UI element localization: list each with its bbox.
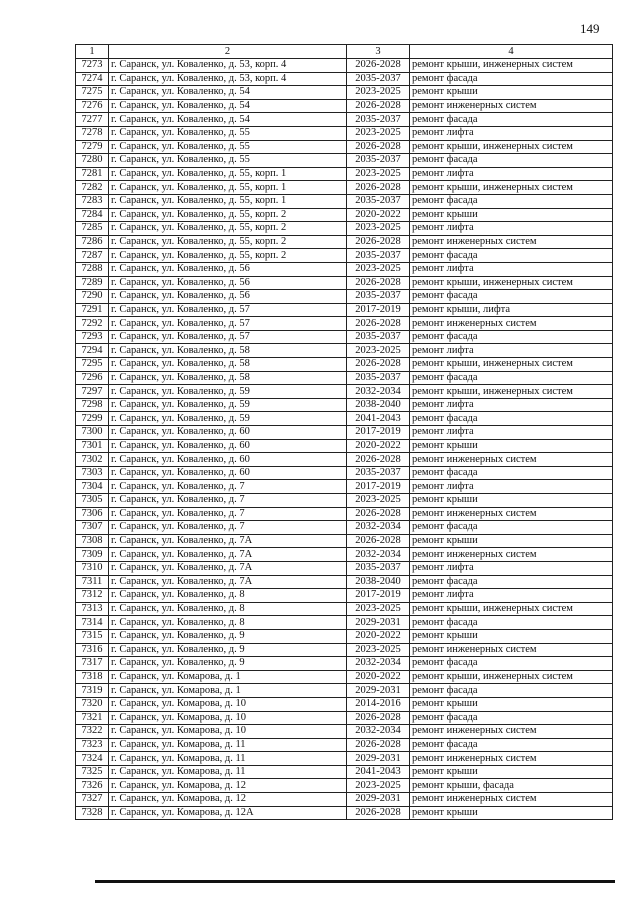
address-cell: г. Саранск, ул. Комарова, д. 10	[109, 725, 347, 739]
work-type-cell: ремонт крыши	[410, 439, 613, 453]
work-type-cell: ремонт инженерных систем	[410, 453, 613, 467]
row-number-cell: 7281	[76, 167, 109, 181]
period-cell: 2023-2025	[347, 222, 410, 236]
table-row	[76, 548, 613, 562]
period-cell: 2017-2019	[347, 480, 410, 494]
row-number-cell: 7280	[76, 154, 109, 168]
row-number-cell: 7301	[76, 439, 109, 453]
table-row	[76, 222, 613, 236]
period-cell: 2026-2028	[347, 711, 410, 725]
table-row	[76, 113, 613, 127]
work-type-cell: ремонт крыши, инженерных систем	[410, 140, 613, 154]
work-type-cell: ремонт фасада	[410, 657, 613, 671]
period-cell: 2041-2043	[347, 765, 410, 779]
address-cell: г. Саранск, ул. Коваленко, д. 8	[109, 602, 347, 616]
period-cell: 2023-2025	[347, 643, 410, 657]
row-number-cell: 7304	[76, 480, 109, 494]
table-row	[76, 194, 613, 208]
work-type-cell: ремонт лифта	[410, 398, 613, 412]
period-cell: 2035-2037	[347, 72, 410, 86]
address-cell: г. Саранск, ул. Коваленко, д. 60	[109, 426, 347, 440]
address-cell: г. Саранск, ул. Комарова, д. 1	[109, 670, 347, 684]
period-cell: 2017-2019	[347, 589, 410, 603]
work-type-cell: ремонт крыши	[410, 765, 613, 779]
work-type-cell: ремонт лифта	[410, 426, 613, 440]
table-row	[76, 208, 613, 222]
period-cell: 2017-2019	[347, 426, 410, 440]
address-cell: г. Саранск, ул. Коваленко, д. 57	[109, 303, 347, 317]
table-row	[76, 616, 613, 630]
period-cell: 2032-2034	[347, 385, 410, 399]
row-number-cell: 7327	[76, 793, 109, 807]
row-number-cell: 7320	[76, 697, 109, 711]
address-cell: г. Саранск, ул. Коваленко, д. 54	[109, 86, 347, 100]
address-cell: г. Саранск, ул. Коваленко, д. 7	[109, 480, 347, 494]
table-row	[76, 385, 613, 399]
row-number-cell: 7325	[76, 765, 109, 779]
period-cell: 2026-2028	[347, 738, 410, 752]
work-type-cell: ремонт крыши, лифта	[410, 303, 613, 317]
period-cell: 2026-2028	[347, 235, 410, 249]
address-cell: г. Саранск, ул. Коваленко, д. 59	[109, 398, 347, 412]
address-cell: г. Саранск, ул. Коваленко, д. 55, корп. 1	[109, 194, 347, 208]
row-number-cell: 7324	[76, 752, 109, 766]
work-type-cell: ремонт крыши	[410, 494, 613, 508]
row-number-cell: 7286	[76, 235, 109, 249]
table-row	[76, 657, 613, 671]
period-cell: 2026-2028	[347, 534, 410, 548]
row-number-cell: 7295	[76, 358, 109, 372]
table-row	[76, 575, 613, 589]
work-type-cell: ремонт крыши, инженерных систем	[410, 385, 613, 399]
period-cell: 2026-2028	[347, 317, 410, 331]
table-row	[76, 494, 613, 508]
address-cell: г. Саранск, ул. Коваленко, д. 55, корп. 1	[109, 167, 347, 181]
period-cell: 2035-2037	[347, 466, 410, 480]
row-number-cell: 7288	[76, 262, 109, 276]
address-cell: г. Саранск, ул. Коваленко, д. 55, корп. 2	[109, 208, 347, 222]
period-cell: 2023-2025	[347, 126, 410, 140]
table-row	[76, 249, 613, 263]
work-type-cell: ремонт фасада	[410, 290, 613, 304]
table-row	[76, 466, 613, 480]
work-type-cell: ремонт фасада	[410, 330, 613, 344]
address-cell: г. Саранск, ул. Коваленко, д. 7А	[109, 561, 347, 575]
period-cell: 2035-2037	[347, 371, 410, 385]
table-body	[76, 59, 613, 820]
work-type-cell: ремонт инженерных систем	[410, 752, 613, 766]
work-type-cell: ремонт лифта	[410, 589, 613, 603]
column-header-address: 2	[109, 45, 347, 59]
row-number-cell: 7316	[76, 643, 109, 657]
table-row	[76, 738, 613, 752]
work-type-cell: ремонт фасада	[410, 154, 613, 168]
table-row	[76, 126, 613, 140]
work-type-cell: ремонт лифта	[410, 167, 613, 181]
table-row	[76, 697, 613, 711]
address-cell: г. Саранск, ул. Коваленко, д. 56	[109, 262, 347, 276]
address-cell: г. Саранск, ул. Коваленко, д. 7	[109, 521, 347, 535]
period-cell: 2032-2034	[347, 657, 410, 671]
table-row	[76, 344, 613, 358]
period-cell: 2023-2025	[347, 344, 410, 358]
period-cell: 2035-2037	[347, 290, 410, 304]
address-cell: г. Саранск, ул. Коваленко, д. 54	[109, 113, 347, 127]
table-row	[76, 534, 613, 548]
address-cell: г. Саранск, ул. Комарова, д. 11	[109, 765, 347, 779]
table-row	[76, 507, 613, 521]
row-number-cell: 7305	[76, 494, 109, 508]
work-type-cell: ремонт фасада	[410, 711, 613, 725]
table-row	[76, 711, 613, 725]
work-type-cell: ремонт фасада	[410, 466, 613, 480]
address-cell: г. Саранск, ул. Коваленко, д. 55, корп. 2	[109, 235, 347, 249]
period-cell: 2020-2022	[347, 670, 410, 684]
row-number-cell: 7273	[76, 59, 109, 73]
period-cell: 2035-2037	[347, 561, 410, 575]
row-number-cell: 7297	[76, 385, 109, 399]
table-row	[76, 59, 613, 73]
work-type-cell: ремонт крыши	[410, 806, 613, 820]
period-cell: 2038-2040	[347, 575, 410, 589]
work-type-cell: ремонт фасада	[410, 194, 613, 208]
period-cell: 2029-2031	[347, 616, 410, 630]
work-type-cell: ремонт инженерных систем	[410, 643, 613, 657]
row-number-cell: 7315	[76, 629, 109, 643]
row-number-cell: 7328	[76, 806, 109, 820]
period-cell: 2026-2028	[347, 59, 410, 73]
address-cell: г. Саранск, ул. Коваленко, д. 7А	[109, 575, 347, 589]
row-number-cell: 7319	[76, 684, 109, 698]
row-number-cell: 7311	[76, 575, 109, 589]
period-cell: 2026-2028	[347, 453, 410, 467]
table-row	[76, 235, 613, 249]
row-number-cell: 7278	[76, 126, 109, 140]
address-cell: г. Саранск, ул. Коваленко, д. 9	[109, 657, 347, 671]
row-number-cell: 7294	[76, 344, 109, 358]
row-number-cell: 7317	[76, 657, 109, 671]
row-number-cell: 7322	[76, 725, 109, 739]
repair-schedule-table	[75, 44, 613, 820]
period-cell: 2035-2037	[347, 154, 410, 168]
work-type-cell: ремонт лифта	[410, 126, 613, 140]
row-number-cell: 7303	[76, 466, 109, 480]
work-type-cell: ремонт инженерных систем	[410, 725, 613, 739]
table-row	[76, 629, 613, 643]
period-cell: 2041-2043	[347, 412, 410, 426]
work-type-cell: ремонт крыши, инженерных систем	[410, 358, 613, 372]
period-cell: 2035-2037	[347, 194, 410, 208]
row-number-cell: 7285	[76, 222, 109, 236]
table-row	[76, 561, 613, 575]
row-number-cell: 7302	[76, 453, 109, 467]
row-number-cell: 7279	[76, 140, 109, 154]
address-cell: г. Саранск, ул. Комарова, д. 10	[109, 697, 347, 711]
address-cell: г. Саранск, ул. Коваленко, д. 58	[109, 344, 347, 358]
table-row	[76, 643, 613, 657]
work-type-cell: ремонт крыши	[410, 534, 613, 548]
address-cell: г. Саранск, ул. Коваленко, д. 54	[109, 99, 347, 113]
work-type-cell: ремонт фасада	[410, 412, 613, 426]
address-cell: г. Саранск, ул. Коваленко, д. 55	[109, 140, 347, 154]
work-type-cell: ремонт инженерных систем	[410, 507, 613, 521]
table-row	[76, 412, 613, 426]
address-cell: г. Саранск, ул. Коваленко, д. 9	[109, 643, 347, 657]
column-header-work-type: 4	[410, 45, 613, 59]
period-cell: 2029-2031	[347, 752, 410, 766]
work-type-cell: ремонт крыши	[410, 208, 613, 222]
address-cell: г. Саранск, ул. Коваленко, д. 57	[109, 330, 347, 344]
address-cell: г. Саранск, ул. Коваленко, д. 60	[109, 439, 347, 453]
row-number-cell: 7296	[76, 371, 109, 385]
table-row	[76, 589, 613, 603]
period-cell: 2026-2028	[347, 358, 410, 372]
row-number-cell: 7323	[76, 738, 109, 752]
table-row	[76, 765, 613, 779]
row-number-cell: 7287	[76, 249, 109, 263]
work-type-cell: ремонт крыши, инженерных систем	[410, 181, 613, 195]
address-cell: г. Саранск, ул. Коваленко, д. 57	[109, 317, 347, 331]
work-type-cell: ремонт фасада	[410, 371, 613, 385]
address-cell: г. Саранск, ул. Коваленко, д. 8	[109, 589, 347, 603]
table-row	[76, 371, 613, 385]
work-type-cell: ремонт инженерных систем	[410, 99, 613, 113]
table-row	[76, 262, 613, 276]
period-cell: 2023-2025	[347, 779, 410, 793]
period-cell: 2035-2037	[347, 249, 410, 263]
table-row	[76, 670, 613, 684]
row-number-cell: 7306	[76, 507, 109, 521]
period-cell: 2029-2031	[347, 684, 410, 698]
work-type-cell: ремонт инженерных систем	[410, 548, 613, 562]
work-type-cell: ремонт крыши, инженерных систем	[410, 276, 613, 290]
row-number-cell: 7310	[76, 561, 109, 575]
column-header-period: 3	[347, 45, 410, 59]
period-cell: 2014-2016	[347, 697, 410, 711]
address-cell: г. Саранск, ул. Коваленко, д. 56	[109, 276, 347, 290]
table-row	[76, 806, 613, 820]
work-type-cell: ремонт фасада	[410, 72, 613, 86]
row-number-cell: 7274	[76, 72, 109, 86]
address-cell: г. Саранск, ул. Комарова, д. 11	[109, 752, 347, 766]
period-cell: 2023-2025	[347, 494, 410, 508]
work-type-cell: ремонт крыши, инженерных систем	[410, 670, 613, 684]
row-number-cell: 7307	[76, 521, 109, 535]
address-cell: г. Саранск, ул. Коваленко, д. 55, корп. 1	[109, 181, 347, 195]
period-cell: 2032-2034	[347, 521, 410, 535]
work-type-cell: ремонт крыши	[410, 86, 613, 100]
table-row	[76, 426, 613, 440]
table-row	[76, 752, 613, 766]
period-cell: 2026-2028	[347, 806, 410, 820]
period-cell: 2020-2022	[347, 439, 410, 453]
address-cell: г. Саранск, ул. Коваленко, д. 53, корп. 4	[109, 59, 347, 73]
address-cell: г. Саранск, ул. Комарова, д. 10	[109, 711, 347, 725]
period-cell: 2026-2028	[347, 140, 410, 154]
address-cell: г. Саранск, ул. Коваленко, д. 7А	[109, 548, 347, 562]
address-cell: г. Саранск, ул. Коваленко, д. 59	[109, 385, 347, 399]
page-number: 149	[580, 21, 600, 36]
row-number-cell: 7282	[76, 181, 109, 195]
row-number-cell: 7299	[76, 412, 109, 426]
work-type-cell: ремонт инженерных систем	[410, 235, 613, 249]
work-type-cell: ремонт лифта	[410, 480, 613, 494]
period-cell: 2035-2037	[347, 113, 410, 127]
row-number-cell: 7277	[76, 113, 109, 127]
period-cell: 2023-2025	[347, 602, 410, 616]
table-row	[76, 602, 613, 616]
address-cell: г. Саранск, ул. Комарова, д. 12А	[109, 806, 347, 820]
address-cell: г. Саранск, ул. Коваленко, д. 60	[109, 453, 347, 467]
work-type-cell: ремонт фасада	[410, 616, 613, 630]
table-row	[76, 793, 613, 807]
period-cell: 2035-2037	[347, 330, 410, 344]
table-row	[76, 725, 613, 739]
table-row	[76, 317, 613, 331]
work-type-cell: ремонт фасада	[410, 521, 613, 535]
address-cell: г. Саранск, ул. Коваленко, д. 7А	[109, 534, 347, 548]
table-header-row	[76, 45, 613, 59]
period-cell: 2026-2028	[347, 181, 410, 195]
address-cell: г. Саранск, ул. Коваленко, д. 55	[109, 154, 347, 168]
work-type-cell: ремонт инженерных систем	[410, 793, 613, 807]
work-type-cell: ремонт фасада	[410, 738, 613, 752]
row-number-cell: 7291	[76, 303, 109, 317]
row-number-cell: 7309	[76, 548, 109, 562]
address-cell: г. Саранск, ул. Коваленко, д. 58	[109, 358, 347, 372]
table-row	[76, 99, 613, 113]
work-type-cell: ремонт фасада	[410, 249, 613, 263]
table-row	[76, 398, 613, 412]
period-cell: 2017-2019	[347, 303, 410, 317]
period-cell: 2032-2034	[347, 548, 410, 562]
address-cell: г. Саранск, ул. Комарова, д. 1	[109, 684, 347, 698]
row-number-cell: 7314	[76, 616, 109, 630]
period-cell: 2026-2028	[347, 99, 410, 113]
work-type-cell: ремонт лифта	[410, 222, 613, 236]
address-cell: г. Саранск, ул. Коваленко, д. 9	[109, 629, 347, 643]
row-number-cell: 7326	[76, 779, 109, 793]
row-number-cell: 7292	[76, 317, 109, 331]
period-cell: 2029-2031	[347, 793, 410, 807]
table-row	[76, 86, 613, 100]
bottom-rule	[95, 880, 615, 883]
row-number-cell: 7300	[76, 426, 109, 440]
work-type-cell: ремонт лифта	[410, 344, 613, 358]
table-row	[76, 154, 613, 168]
work-type-cell: ремонт крыши, инженерных систем	[410, 59, 613, 73]
table-row	[76, 140, 613, 154]
row-number-cell: 7298	[76, 398, 109, 412]
address-cell: г. Саранск, ул. Коваленко, д. 58	[109, 371, 347, 385]
table-row	[76, 276, 613, 290]
row-number-cell: 7276	[76, 99, 109, 113]
table-row	[76, 358, 613, 372]
address-cell: г. Саранск, ул. Коваленко, д. 59	[109, 412, 347, 426]
row-number-cell: 7321	[76, 711, 109, 725]
row-number-cell: 7284	[76, 208, 109, 222]
work-type-cell: ремонт крыши	[410, 697, 613, 711]
row-number-cell: 7289	[76, 276, 109, 290]
work-type-cell: ремонт крыши	[410, 629, 613, 643]
address-cell: г. Саранск, ул. Коваленко, д. 55	[109, 126, 347, 140]
table-row	[76, 181, 613, 195]
address-cell: г. Саранск, ул. Коваленко, д. 7	[109, 507, 347, 521]
row-number-cell: 7318	[76, 670, 109, 684]
row-number-cell: 7275	[76, 86, 109, 100]
row-number-cell: 7313	[76, 602, 109, 616]
table-row	[76, 480, 613, 494]
period-cell: 2032-2034	[347, 725, 410, 739]
period-cell: 2023-2025	[347, 262, 410, 276]
address-cell: г. Саранск, ул. Коваленко, д. 60	[109, 466, 347, 480]
period-cell: 2023-2025	[347, 167, 410, 181]
table-row	[76, 521, 613, 535]
table-row	[76, 439, 613, 453]
work-type-cell: ремонт лифта	[410, 561, 613, 575]
address-cell: г. Саранск, ул. Коваленко, д. 56	[109, 290, 347, 304]
table-row	[76, 303, 613, 317]
table-row	[76, 167, 613, 181]
address-cell: г. Саранск, ул. Коваленко, д. 55, корп. 2	[109, 249, 347, 263]
period-cell: 2020-2022	[347, 208, 410, 222]
table-row	[76, 330, 613, 344]
row-number-cell: 7293	[76, 330, 109, 344]
row-number-cell: 7312	[76, 589, 109, 603]
table-row	[76, 290, 613, 304]
period-cell: 2026-2028	[347, 507, 410, 521]
work-type-cell: ремонт крыши, инженерных систем	[410, 602, 613, 616]
period-cell: 2026-2028	[347, 276, 410, 290]
row-number-cell: 7283	[76, 194, 109, 208]
period-cell: 2023-2025	[347, 86, 410, 100]
table-row	[76, 453, 613, 467]
address-cell: г. Саранск, ул. Коваленко, д. 7	[109, 494, 347, 508]
table-row	[76, 72, 613, 86]
address-cell: г. Саранск, ул. Комарова, д. 12	[109, 779, 347, 793]
period-cell: 2038-2040	[347, 398, 410, 412]
address-cell: г. Саранск, ул. Комарова, д. 12	[109, 793, 347, 807]
table-row	[76, 684, 613, 698]
table-row	[76, 779, 613, 793]
work-type-cell: ремонт фасада	[410, 684, 613, 698]
address-cell: г. Саранск, ул. Коваленко, д. 8	[109, 616, 347, 630]
row-number-cell: 7290	[76, 290, 109, 304]
address-cell: г. Саранск, ул. Комарова, д. 11	[109, 738, 347, 752]
work-type-cell: ремонт фасада	[410, 575, 613, 589]
column-header-number: 1	[76, 45, 109, 59]
work-type-cell: ремонт фасада	[410, 113, 613, 127]
period-cell: 2020-2022	[347, 629, 410, 643]
work-type-cell: ремонт лифта	[410, 262, 613, 276]
address-cell: г. Саранск, ул. Коваленко, д. 55, корп. 2	[109, 222, 347, 236]
work-type-cell: ремонт крыши, фасада	[410, 779, 613, 793]
row-number-cell: 7308	[76, 534, 109, 548]
address-cell: г. Саранск, ул. Коваленко, д. 53, корп. 4	[109, 72, 347, 86]
work-type-cell: ремонт инженерных систем	[410, 317, 613, 331]
